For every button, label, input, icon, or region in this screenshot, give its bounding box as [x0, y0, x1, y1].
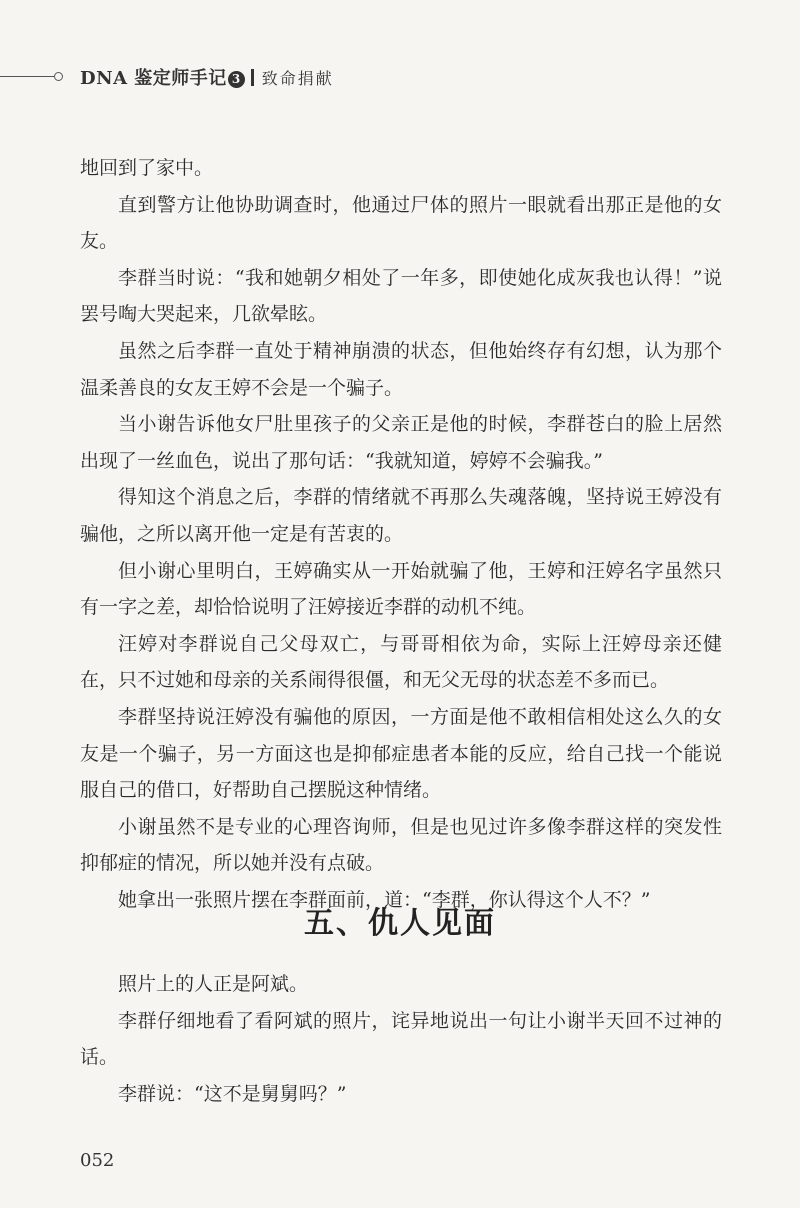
book-subtitle: 致命捐献 — [261, 69, 334, 88]
paragraph: 她拿出一张照片摆在李群面前，道：“李群，你认得这个人不？” — [118, 888, 651, 911]
paragraph: 小谢虽然不是专业的心理咨询师，但是也见过许多像李群这样的突发性抑郁症的情况，所以她并没有点破。 — [80, 815, 722, 875]
paragraph: 李群坚持说汪婷没有骗他的原因，一方面是他不敢相信相处这么久的女友是一个骗子，另一方面这也是抑郁症患者本能的反应，给自己找一个能说服自己的借口，好帮助自己摆脱这种情绪。 — [80, 705, 722, 802]
page-number: 052 — [80, 1150, 115, 1171]
paragraph: 照片上的人正是阿斌。 — [118, 973, 309, 995]
header-rule-line — [0, 76, 54, 77]
book-title — [80, 64, 334, 90]
paragraph: 地回到了家中。 — [80, 157, 214, 179]
body-text-part2 — [80, 966, 722, 1112]
paragraph: 李群当时说：“我和她朝夕相处了一年多，即使她化成灰我也认得！”说罢号啕大哭起来，几欲晕眩。 — [80, 266, 722, 326]
paragraph: 李群说：“这不是舅舅吗？” — [118, 1082, 347, 1105]
book-title-text: DNA 鉴定师手记 — [80, 68, 227, 89]
header-circle-ornament — [54, 72, 63, 81]
paragraph: 李群仔细地看了看阿斌的照片，诧异地说出一句让小谢半天回不过神的话。 — [80, 1009, 722, 1069]
paragraph: 当小谢告诉他女尸肚里孩子的父亲正是他的时候，李群苍白的脸上居然出现了一丝血色，说出了那句话：“我就知道，婷婷不会骗我。” — [80, 413, 722, 472]
paragraph: 汪婷对李群说自己父母双亡，与哥哥相依为命，实际上汪婷母亲还健在，只不过她和母亲的关系闹得很僵，和无父无母的状态差不多而已。 — [80, 632, 722, 692]
header-separator-bar — [251, 69, 254, 86]
paragraph: 得知这个消息之后，李群的情绪就不再那么失魂落魄，坚持说王婷没有骗他，之所以离开他一定是有苦衷的。 — [80, 486, 722, 545]
body-text-part1 — [80, 150, 722, 918]
running-header — [0, 62, 800, 92]
paragraph: 但小谢心里明白，王婷确实从一开始就骗了他，王婷和汪婷名字虽然只有一字之差，却恰恰说明了汪婷接近李群的动机不纯。 — [80, 559, 722, 619]
paragraph: 直到警方让他协助调查时，他通过尸体的照片一眼就看出那正是他的女友。 — [80, 193, 722, 253]
section-heading: 五、仇人见面 — [304, 906, 496, 941]
paragraph: 虽然之后李群一直处于精神崩溃的状态，但他始终存有幻想，认为那个温柔善良的女友王婷不会是一个骗子。 — [80, 339, 722, 399]
volume-number-badge: 3 — [228, 71, 245, 88]
